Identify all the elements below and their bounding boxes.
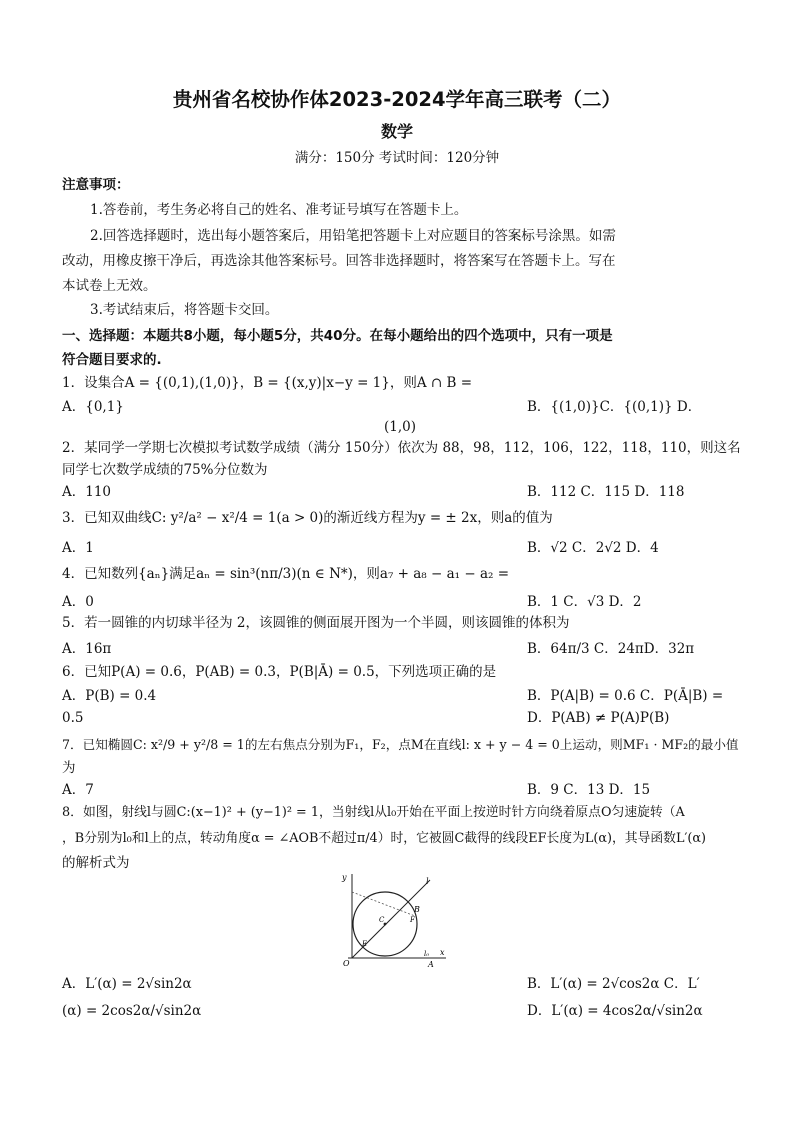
question-5-stem: 5．若一圆锥的内切球半径为 2，该圆锥的侧面展开图为一个半圆，则该圆锥的体积为 [62,615,570,631]
question-8-stem-line-2: ，B分别为l₀和l上的点，转动角度α = ∠AOB不超过π/4）时，它被圆C截得的线段EF长度为L(α)，其导函数L′(α) [62,831,706,846]
page-title: 贵州省名校协作体2023-2024学年高三联考（二） [172,88,622,111]
label-e: E [362,940,368,948]
question-8-option-d: D．L′(α) = 4cos2α/√sin2α [527,1003,703,1019]
label-b: B [414,905,420,914]
question-4-stem: 4．已知数列{aₙ}满足aₙ = sin³(nπ/3)(n ∈ N*)，则a₇ + a₈ − a₁ − a₂ = [62,566,510,582]
question-8-options-bc: B．L′(α) = 2√cos2α C．L′ [527,976,700,992]
label-o: O [343,959,350,968]
question-3-options-bcd: B．√2 C．2√2 D．4 [527,540,659,556]
question-6-option-a: A．P(B) = 0.4 [62,688,157,704]
question-6-option-d: D．P(AB) ≠ P(A)P(B) [527,710,670,726]
question-2-option-a: A．110 [62,484,112,500]
question-7-options-bcd: B．9 C．13 D．15 [527,782,651,798]
question-8-option-c-continued: (α) = 2cos2α/√sin2α [62,1003,202,1019]
question-5-options-bcd: B．64π/3 C．24πD．32π [527,641,695,657]
exam-info: 满分：150分 考试时间：120分钟 [294,150,500,166]
question-7-stem-line-2: 为 [62,760,76,776]
label-f: F [410,916,415,924]
question-2-stem-line-1: 2．某同学一学期七次模拟考试数学成绩（满分 150分）依次为 88，98，112，106，122，118，110，则这名 [62,440,741,456]
label-l0: l₀ [424,950,430,958]
question-3-stem: 3．已知双曲线C: y²/a² − x²/4 = 1(a > 0)的渐近线方程为y = ± 2x，则a的值为 [62,510,553,526]
section-heading-line-2: 符合题目要求的. [62,352,162,368]
circle-ray-figure [340,872,450,968]
label-x: x [440,948,445,957]
question-2-stem-line-2: 同学七次数学成绩的75%分位数为 [62,462,268,478]
notice-item-2-line-3: 本试卷上无效。 [62,278,157,294]
question-8-stem-line-1: 8．如图，射线l与圆C:(x−1)² + (y−1)² = 1，当射线l从l₀开始在平面上按逆时针方向绕着原点O匀速旋转（A [62,805,685,820]
question-4-options-bcd: B．1 C．√3 D．2 [527,594,642,610]
label-a: A [428,960,434,968]
notice-item-3: 3.考试结束后，将答题卡交回。 [90,302,279,318]
question-8-stem-line-3: 的解析式为 [62,855,130,871]
notice-item-2-line-2: 改动，用橡皮擦干净后，再选涂其他答案标号。回答非选择题时，将答案写在答题卡上。写在 [62,253,616,269]
question-7-stem-line-1: 7．已知椭圆C: x²/9 + y²/8 = 1的左右焦点分别为F₁，F₂，点M在直线l: x + y − 4 = 0上运动，则MF₁ · MF₂的最小值 [62,737,739,752]
question-6-stem: 6．已知P(A) = 0.6，P(AB) = 0.3，P(B|Ā) = 0.5，下列选项正确的是 [62,664,497,680]
question-1-stem: 1．设集合A = {(0,1),(1,0)}，B = {(x,y)|x−y = 1}，则A ∩ B = [62,375,473,391]
question-2-options-bcd: B．112 C．115 D．118 [527,484,685,500]
question-1-options-bcd: B．{(1,0)}C．{(0,1)} D． [527,399,702,415]
subject-title: 数学 [380,122,413,141]
question-1-option-a: A．{0,1} [62,399,124,415]
question-8-option-a: A．L′(α) = 2√sin2α [62,976,192,992]
label-c: C [379,916,385,924]
question-5-option-a: A．16π [62,641,112,657]
question-6-option-c-continued: 0.5 [62,710,84,726]
notice-item-1: 1.答卷前，考生务必将自己的姓名、准考证号填写在答题卡上。 [90,202,468,218]
question-6-options-bc: B．P(A|B) = 0.6 C．P(Ā|B) = [527,688,724,704]
question-7-option-a: A．7 [62,782,94,798]
question-1-option-d-continued: (1,0) [384,419,417,435]
label-l: l [426,877,429,886]
question-3-option-a: A．1 [62,540,94,556]
notice-heading: 注意事项： [62,177,130,193]
question-4-option-a: A．0 [62,594,94,610]
label-y: y [342,873,347,882]
section-heading-line-1: 一、选择题：本题共8小题，每小题5分，共40分。在每小题给出的四个选项中，只有一项是 [62,328,613,344]
notice-item-2-line-1: 2.回答选择题时，选出每小题答案后，用铅笔把答题卡上对应题目的答案标号涂黑。如需 [90,228,616,244]
